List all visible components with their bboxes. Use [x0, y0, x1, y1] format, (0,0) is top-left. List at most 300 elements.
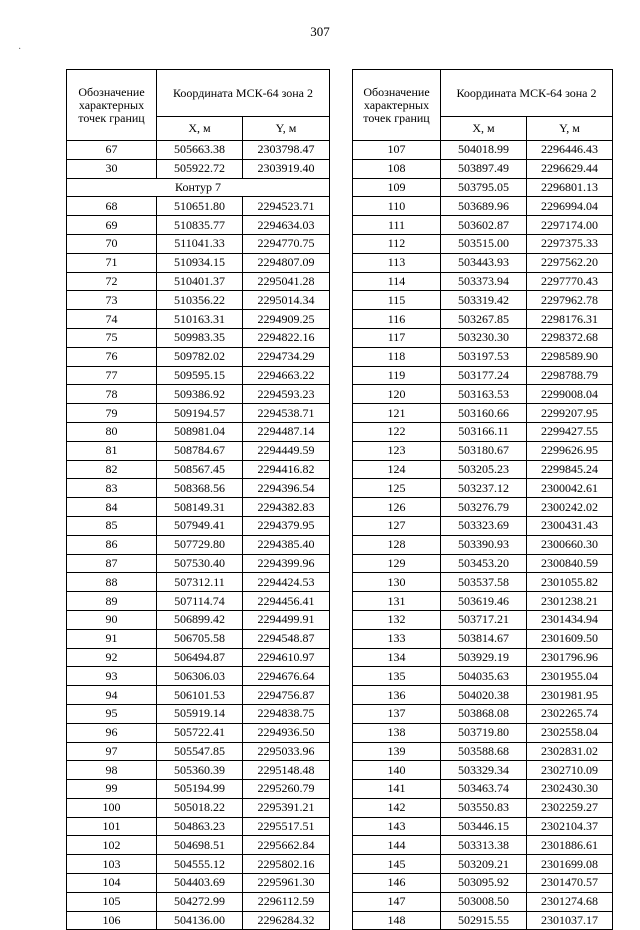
point-number-cell: 113 [353, 253, 441, 272]
y-coordinate-cell: 2300242.02 [527, 498, 613, 517]
y-coordinate-cell: 2294634.03 [243, 216, 330, 235]
x-coordinate-cell: 505663.38 [157, 141, 243, 160]
point-number-cell: 112 [353, 234, 441, 253]
point-number-cell: 117 [353, 328, 441, 347]
point-number-cell: 144 [353, 836, 441, 855]
x-coordinate-cell: 508981.04 [157, 422, 243, 441]
y-coordinate-cell: 2301434.94 [527, 610, 613, 629]
point-number-cell: 115 [353, 291, 441, 310]
table-row [67, 573, 330, 592]
point-number-cell: 70 [67, 234, 157, 253]
point-number-cell: 98 [67, 761, 157, 780]
x-coordinate-cell: 503209.21 [441, 855, 527, 874]
y-coordinate-cell: 2294523.71 [243, 197, 330, 216]
table-row [67, 855, 330, 874]
table-row [67, 234, 330, 253]
table-row [353, 516, 613, 535]
x-coordinate-cell: 504035.63 [441, 667, 527, 686]
section-label: Контур 7 [67, 178, 330, 197]
y-coordinate-cell: 2298176.31 [527, 310, 613, 329]
table-row [67, 385, 330, 404]
table-row [67, 479, 330, 498]
point-number-cell: 94 [67, 686, 157, 705]
x-coordinate-cell: 503550.83 [441, 798, 527, 817]
x-coordinate-cell: 510401.37 [157, 272, 243, 291]
table-row [353, 874, 613, 893]
point-number-cell: 97 [67, 742, 157, 761]
y-coordinate-cell: 2301981.95 [527, 686, 613, 705]
y-coordinate-cell: 2302430.30 [527, 780, 613, 799]
point-number-cell: 118 [353, 347, 441, 366]
point-number-cell: 148 [353, 911, 441, 930]
point-number-cell: 121 [353, 404, 441, 423]
point-number-cell: 114 [353, 272, 441, 291]
x-coordinate-cell: 507729.80 [157, 535, 243, 554]
y-coordinate-cell: 2294610.97 [243, 648, 330, 667]
point-number-cell: 101 [67, 817, 157, 836]
table-row [353, 234, 613, 253]
x-coordinate-cell: 503276.79 [441, 498, 527, 517]
point-number-cell: 143 [353, 817, 441, 836]
y-coordinate-cell: 2295148.48 [243, 761, 330, 780]
y-coordinate-cell: 2297770.43 [527, 272, 613, 291]
point-number-cell: 67 [67, 141, 157, 160]
point-number-cell: 74 [67, 310, 157, 329]
y-coordinate-cell: 2294424.53 [243, 573, 330, 592]
section-row [67, 178, 330, 197]
y-coordinate-cell: 2294909.25 [243, 310, 330, 329]
y-coordinate-cell: 2301609.50 [527, 629, 613, 648]
point-number-cell: 124 [353, 460, 441, 479]
x-coordinate-cell: 503929.19 [441, 648, 527, 667]
point-number-cell: 131 [353, 592, 441, 611]
point-number-cell: 105 [67, 892, 157, 911]
point-number-cell: 76 [67, 347, 157, 366]
x-coordinate-cell: 503319.42 [441, 291, 527, 310]
x-coordinate-cell: 503237.12 [441, 479, 527, 498]
y-coordinate-cell: 2296446.43 [527, 141, 613, 160]
x-coordinate-cell: 503446.15 [441, 817, 527, 836]
y-coordinate-cell: 2298788.79 [527, 366, 613, 385]
point-number-cell: 83 [67, 479, 157, 498]
table-row [67, 197, 330, 216]
table-row [353, 178, 613, 197]
x-coordinate-cell: 505922.72 [157, 159, 243, 178]
y-coordinate-cell: 2300840.59 [527, 554, 613, 573]
point-number-cell: 128 [353, 535, 441, 554]
table-row [67, 291, 330, 310]
x-coordinate-cell: 510356.22 [157, 291, 243, 310]
y-coordinate-cell: 2294822.16 [243, 328, 330, 347]
coordinate-system-header: Координата МСК-64 зона 2 [157, 70, 330, 117]
point-number-cell: 103 [67, 855, 157, 874]
y-coordinate-cell: 2296284.32 [243, 911, 330, 930]
y-column-header: Y, м [243, 117, 330, 141]
table-row [67, 366, 330, 385]
table-row [353, 648, 613, 667]
x-coordinate-cell: 503795.05 [441, 178, 527, 197]
y-coordinate-cell: 2295260.79 [243, 780, 330, 799]
y-coordinate-cell: 2299626.95 [527, 441, 613, 460]
y-coordinate-cell: 2295391.21 [243, 798, 330, 817]
table-row [353, 704, 613, 723]
table-row [67, 272, 330, 291]
table-row [353, 366, 613, 385]
x-coordinate-cell: 507530.40 [157, 554, 243, 573]
table-row [353, 535, 613, 554]
point-number-cell: 71 [67, 253, 157, 272]
point-number-cell: 141 [353, 780, 441, 799]
table-row [353, 216, 613, 235]
table-row [353, 855, 613, 874]
coordinates-table-right [352, 69, 613, 930]
point-number-cell: 80 [67, 422, 157, 441]
x-coordinate-cell: 503230.30 [441, 328, 527, 347]
x-coordinate-cell: 504403.69 [157, 874, 243, 893]
x-column-header: X, м [441, 117, 527, 141]
x-coordinate-cell: 507312.11 [157, 573, 243, 592]
y-coordinate-cell: 2303798.47 [243, 141, 330, 160]
x-coordinate-cell: 503323.69 [441, 516, 527, 535]
x-coordinate-cell: 505547.85 [157, 742, 243, 761]
table-row [353, 310, 613, 329]
point-number-cell: 93 [67, 667, 157, 686]
x-coordinate-cell: 505018.22 [157, 798, 243, 817]
table-row [353, 761, 613, 780]
table-row [67, 610, 330, 629]
y-coordinate-cell: 2294416.82 [243, 460, 330, 479]
table-row [67, 422, 330, 441]
table-row [67, 667, 330, 686]
x-coordinate-cell: 510934.15 [157, 253, 243, 272]
y-coordinate-cell: 2295802.16 [243, 855, 330, 874]
table-row [353, 328, 613, 347]
x-coordinate-cell: 503588.68 [441, 742, 527, 761]
y-coordinate-cell: 2301470.57 [527, 874, 613, 893]
point-number-cell: 78 [67, 385, 157, 404]
x-coordinate-cell: 503515.00 [441, 234, 527, 253]
point-number-cell: 132 [353, 610, 441, 629]
x-coordinate-cell: 503537.58 [441, 573, 527, 592]
point-number-cell: 86 [67, 535, 157, 554]
point-number-cell: 125 [353, 479, 441, 498]
y-coordinate-cell: 2295033.96 [243, 742, 330, 761]
y-coordinate-cell: 2296112.59 [243, 892, 330, 911]
point-number-cell: 104 [67, 874, 157, 893]
table-row [67, 516, 330, 535]
y-column-header: Y, м [527, 117, 613, 141]
y-coordinate-cell: 2302558.04 [527, 723, 613, 742]
x-coordinate-cell: 506494.87 [157, 648, 243, 667]
x-coordinate-cell: 505194.99 [157, 780, 243, 799]
point-number-cell: 87 [67, 554, 157, 573]
table-row [67, 648, 330, 667]
y-coordinate-cell: 2294734.29 [243, 347, 330, 366]
x-coordinate-cell: 509782.02 [157, 347, 243, 366]
table-row [67, 892, 330, 911]
x-coordinate-cell: 507114.74 [157, 592, 243, 611]
y-coordinate-cell: 2299845.24 [527, 460, 613, 479]
y-coordinate-cell: 2300431.43 [527, 516, 613, 535]
y-coordinate-cell: 2299207.95 [527, 404, 613, 423]
x-coordinate-cell: 503313.38 [441, 836, 527, 855]
x-coordinate-cell: 505360.39 [157, 761, 243, 780]
y-coordinate-cell: 2299427.55 [527, 422, 613, 441]
point-number-cell: 68 [67, 197, 157, 216]
table-row [67, 911, 330, 930]
table-row [353, 554, 613, 573]
x-coordinate-cell: 508149.31 [157, 498, 243, 517]
x-coordinate-cell: 503868.08 [441, 704, 527, 723]
x-coordinate-cell: 503689.96 [441, 197, 527, 216]
table-row [67, 310, 330, 329]
margin-dot: · [18, 44, 22, 55]
x-coordinate-cell: 510651.80 [157, 197, 243, 216]
table-row [67, 328, 330, 347]
table-row [67, 498, 330, 517]
point-number-cell: 110 [353, 197, 441, 216]
point-number-cell: 72 [67, 272, 157, 291]
x-coordinate-cell: 503463.74 [441, 780, 527, 799]
point-number-cell: 77 [67, 366, 157, 385]
table-row [67, 460, 330, 479]
table-row [67, 159, 330, 178]
x-coordinate-cell: 503443.93 [441, 253, 527, 272]
table-row [67, 216, 330, 235]
point-number-cell: 82 [67, 460, 157, 479]
table-row [353, 836, 613, 855]
x-coordinate-cell: 508368.56 [157, 479, 243, 498]
point-number-cell: 88 [67, 573, 157, 592]
y-coordinate-cell: 2294399.96 [243, 554, 330, 573]
y-coordinate-cell: 2294756.87 [243, 686, 330, 705]
x-coordinate-cell: 504018.99 [441, 141, 527, 160]
y-coordinate-cell: 2299008.04 [527, 385, 613, 404]
page-number: 307 [310, 24, 330, 39]
x-coordinate-cell: 503267.85 [441, 310, 527, 329]
y-coordinate-cell: 2300042.61 [527, 479, 613, 498]
point-number-cell: 123 [353, 441, 441, 460]
point-number-cell: 129 [353, 554, 441, 573]
point-number-cell: 69 [67, 216, 157, 235]
y-coordinate-cell: 2301699.08 [527, 855, 613, 874]
table-row [353, 911, 613, 930]
y-coordinate-cell: 2297962.78 [527, 291, 613, 310]
coordinates-table-left [66, 69, 330, 930]
point-number-cell: 135 [353, 667, 441, 686]
table-row [353, 404, 613, 423]
x-coordinate-cell: 511041.33 [157, 234, 243, 253]
x-coordinate-cell: 505919.14 [157, 704, 243, 723]
point-number-cell: 136 [353, 686, 441, 705]
table-row [353, 592, 613, 611]
point-number-cell: 147 [353, 892, 441, 911]
point-number-cell: 137 [353, 704, 441, 723]
point-number-cell: 127 [353, 516, 441, 535]
table-row [353, 798, 613, 817]
x-coordinate-cell: 503205.23 [441, 460, 527, 479]
table-row [353, 667, 613, 686]
y-coordinate-cell: 2294838.75 [243, 704, 330, 723]
table-row [67, 780, 330, 799]
point-number-cell: 145 [353, 855, 441, 874]
x-column-header: X, м [157, 117, 243, 141]
point-number-cell: 120 [353, 385, 441, 404]
x-coordinate-cell: 503717.21 [441, 610, 527, 629]
y-coordinate-cell: 2295517.51 [243, 817, 330, 836]
x-coordinate-cell: 510835.77 [157, 216, 243, 235]
y-coordinate-cell: 2301274.68 [527, 892, 613, 911]
table-row [353, 686, 613, 705]
point-number-cell: 96 [67, 723, 157, 742]
point-number-cell: 89 [67, 592, 157, 611]
y-coordinate-cell: 2301037.17 [527, 911, 613, 930]
y-coordinate-cell: 2294379.95 [243, 516, 330, 535]
table-row [353, 742, 613, 761]
y-coordinate-cell: 2294385.40 [243, 535, 330, 554]
point-designation-header: Обозначение характерных точек границ [67, 70, 157, 141]
x-coordinate-cell: 504136.00 [157, 911, 243, 930]
x-coordinate-cell: 503814.67 [441, 629, 527, 648]
x-coordinate-cell: 503453.20 [441, 554, 527, 573]
table-row [353, 723, 613, 742]
point-number-cell: 126 [353, 498, 441, 517]
x-coordinate-cell: 503160.66 [441, 404, 527, 423]
y-coordinate-cell: 2301055.82 [527, 573, 613, 592]
x-coordinate-cell: 504863.23 [157, 817, 243, 836]
point-designation-header: Обозначение характерных точек границ [353, 70, 441, 141]
y-coordinate-cell: 2297562.20 [527, 253, 613, 272]
point-number-cell: 95 [67, 704, 157, 723]
y-coordinate-cell: 2294538.71 [243, 404, 330, 423]
point-number-cell: 107 [353, 141, 441, 160]
table-row [67, 761, 330, 780]
point-number-cell: 122 [353, 422, 441, 441]
y-coordinate-cell: 2300660.30 [527, 535, 613, 554]
y-coordinate-cell: 2294499.91 [243, 610, 330, 629]
point-number-cell: 133 [353, 629, 441, 648]
point-number-cell: 106 [67, 911, 157, 930]
point-number-cell: 30 [67, 159, 157, 178]
table-row [67, 441, 330, 460]
point-number-cell: 85 [67, 516, 157, 535]
point-number-cell: 102 [67, 836, 157, 855]
point-number-cell: 142 [353, 798, 441, 817]
x-coordinate-cell: 503602.87 [441, 216, 527, 235]
y-coordinate-cell: 2294593.23 [243, 385, 330, 404]
table-row [353, 573, 613, 592]
point-number-cell: 130 [353, 573, 441, 592]
table-row [67, 686, 330, 705]
point-number-cell: 91 [67, 629, 157, 648]
table-row [67, 141, 330, 160]
table-row [353, 629, 613, 648]
point-number-cell: 139 [353, 742, 441, 761]
x-coordinate-cell: 509595.15 [157, 366, 243, 385]
x-coordinate-cell: 503163.53 [441, 385, 527, 404]
point-number-cell: 138 [353, 723, 441, 742]
y-coordinate-cell: 2296629.44 [527, 159, 613, 178]
x-coordinate-cell: 506899.42 [157, 610, 243, 629]
point-number-cell: 109 [353, 178, 441, 197]
point-number-cell: 79 [67, 404, 157, 423]
table-row [67, 704, 330, 723]
y-coordinate-cell: 2294548.87 [243, 629, 330, 648]
point-number-cell: 100 [67, 798, 157, 817]
point-number-cell: 134 [353, 648, 441, 667]
x-coordinate-cell: 509983.35 [157, 328, 243, 347]
y-coordinate-cell: 2303919.40 [243, 159, 330, 178]
table-row [353, 141, 613, 160]
x-coordinate-cell: 509194.57 [157, 404, 243, 423]
x-coordinate-cell: 504272.99 [157, 892, 243, 911]
y-coordinate-cell: 2297375.33 [527, 234, 613, 253]
table-row [353, 385, 613, 404]
point-number-cell: 111 [353, 216, 441, 235]
point-number-cell: 90 [67, 610, 157, 629]
table-row [67, 629, 330, 648]
x-coordinate-cell: 503197.53 [441, 347, 527, 366]
table-row [353, 159, 613, 178]
x-coordinate-cell: 503329.34 [441, 761, 527, 780]
table-row [353, 498, 613, 517]
table-row [67, 592, 330, 611]
y-coordinate-cell: 2294807.09 [243, 253, 330, 272]
table-row [353, 272, 613, 291]
x-coordinate-cell: 503166.11 [441, 422, 527, 441]
table-row [353, 441, 613, 460]
x-coordinate-cell: 507949.41 [157, 516, 243, 535]
x-coordinate-cell: 503180.67 [441, 441, 527, 460]
y-coordinate-cell: 2295014.34 [243, 291, 330, 310]
table-row [353, 197, 613, 216]
table-row [67, 798, 330, 817]
point-number-cell: 140 [353, 761, 441, 780]
y-coordinate-cell: 2301238.21 [527, 592, 613, 611]
x-coordinate-cell: 508784.67 [157, 441, 243, 460]
y-coordinate-cell: 2294676.64 [243, 667, 330, 686]
y-coordinate-cell: 2298372.68 [527, 328, 613, 347]
table-row [353, 253, 613, 272]
point-number-cell: 92 [67, 648, 157, 667]
x-coordinate-cell: 505722.41 [157, 723, 243, 742]
x-coordinate-cell: 503619.46 [441, 592, 527, 611]
y-coordinate-cell: 2294770.75 [243, 234, 330, 253]
table-row [67, 874, 330, 893]
table-row [353, 347, 613, 366]
table-row [353, 817, 613, 836]
table-row [67, 723, 330, 742]
x-coordinate-cell: 503008.50 [441, 892, 527, 911]
y-coordinate-cell: 2302259.27 [527, 798, 613, 817]
x-coordinate-cell: 504698.51 [157, 836, 243, 855]
table-row [353, 291, 613, 310]
point-number-cell: 108 [353, 159, 441, 178]
point-number-cell: 119 [353, 366, 441, 385]
y-coordinate-cell: 2302265.74 [527, 704, 613, 723]
y-coordinate-cell: 2295041.28 [243, 272, 330, 291]
table-row [353, 422, 613, 441]
y-coordinate-cell: 2301886.61 [527, 836, 613, 855]
x-coordinate-cell: 509386.92 [157, 385, 243, 404]
x-coordinate-cell: 504020.38 [441, 686, 527, 705]
table-row [67, 404, 330, 423]
point-number-cell: 99 [67, 780, 157, 799]
point-number-cell: 146 [353, 874, 441, 893]
coordinate-system-header: Координата МСК-64 зона 2 [441, 70, 613, 117]
x-coordinate-cell: 503177.24 [441, 366, 527, 385]
x-coordinate-cell: 504555.12 [157, 855, 243, 874]
